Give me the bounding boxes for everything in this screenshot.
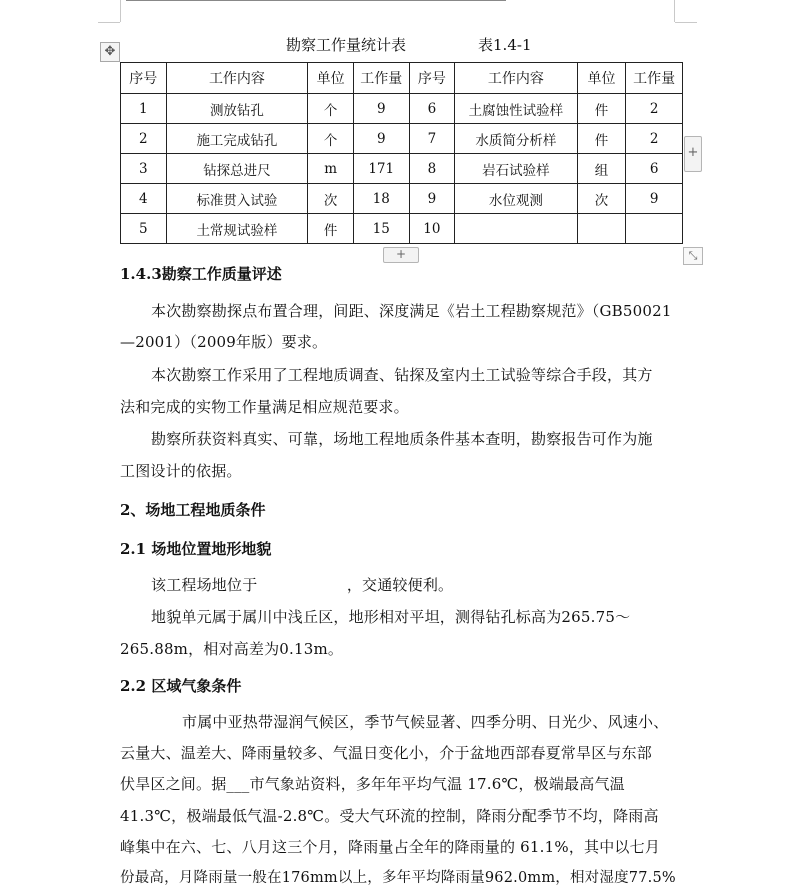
paragraph-line: —2001）（2009年版）要求。: [120, 333, 328, 351]
table-cell: 171: [353, 154, 409, 184]
table-cell: 8: [409, 154, 455, 184]
header-cell: 工作内容: [166, 63, 308, 94]
table-cell: 次: [577, 184, 626, 214]
table-cell: 次: [308, 184, 354, 214]
table-cell: 件: [577, 94, 626, 124]
header-cell: 工作量: [626, 63, 683, 94]
table-cell: 9: [626, 184, 683, 214]
table-cell: 3: [121, 154, 167, 184]
section-heading-2-1: 2.1 场地位置地形地貌: [120, 540, 272, 558]
table-cell: 7: [409, 124, 455, 154]
paragraph-line: 本次勘察勘探点布置合理，间距、深度满足《岩土工程勘察规范》（GB50021: [151, 302, 672, 320]
table-cell: 个: [308, 124, 354, 154]
workload-table: [120, 62, 683, 244]
crop-mark: [674, 0, 675, 22]
table-row: [121, 214, 683, 244]
table-cell: 件: [577, 124, 626, 154]
header-cell: 工作量: [353, 63, 409, 94]
table-number: 表1.4-1: [478, 36, 532, 54]
table-cell: 9: [353, 124, 409, 154]
paragraph-line: 伏旱区之间。据___市气象站资料，多年年平均气温 17.6℃，极端最高气温: [120, 775, 625, 793]
add-column-button[interactable]: +: [684, 136, 702, 172]
table-cell: m: [308, 154, 354, 184]
paragraph-line: 265.88m，相对高差为0.13m。: [120, 640, 344, 658]
table-cell: 5: [121, 214, 167, 244]
table-row: [121, 154, 683, 184]
crop-mark: [120, 0, 121, 22]
table-cell: 6: [409, 94, 455, 124]
table-cell: 钻探总进尺: [166, 154, 308, 184]
section-heading-2: 2、场地工程地质条件: [120, 501, 266, 519]
paragraph-line: 份最高，月降雨量一般在176mm以上，多年平均降雨量962.0mm，相对湿度77.5%: [120, 870, 676, 886]
header-cell: 单位: [308, 63, 354, 94]
page-top-rule: [126, 0, 506, 1]
header-cell: 序号: [121, 63, 167, 94]
paragraph-line: 峰集中在六、七、八月这三个月，降雨量占全年的降雨量的 61.1%，其中以七月: [120, 838, 661, 856]
table-row: [121, 184, 683, 214]
paragraph-line: 云量大、温差大、降雨量较多、气温日变化小，介于盆地西部春夏常旱区与东部: [120, 744, 653, 762]
table-cell: 件: [308, 214, 354, 244]
table-resize-handle-icon[interactable]: ⤡: [683, 247, 703, 265]
table-cell: 18: [353, 184, 409, 214]
table-cell: [577, 214, 626, 244]
table-move-handle-icon[interactable]: ✥: [100, 42, 120, 62]
header-cell: 单位: [577, 63, 626, 94]
table-cell: 水位观测: [455, 184, 578, 214]
table-cell: 10: [409, 214, 455, 244]
table-cell: 组: [577, 154, 626, 184]
table-row: [121, 124, 683, 154]
table-cell: 土常规试验样: [166, 214, 308, 244]
table-header-row: [121, 63, 683, 94]
table-cell: 标准贯入试验: [166, 184, 308, 214]
table-row: [121, 94, 683, 124]
table-cell: 15: [353, 214, 409, 244]
table-cell: 测放钻孔: [166, 94, 308, 124]
paragraph-line: 该工程场地位于 ，交通较便利。: [151, 576, 454, 594]
table-cell: 个: [308, 94, 354, 124]
header-cell: 工作内容: [455, 63, 578, 94]
table-cell: [626, 214, 683, 244]
table-cell: 施工完成钻孔: [166, 124, 308, 154]
table-cell: 2: [121, 124, 167, 154]
paragraph-line: 工图设计的依据。: [120, 462, 242, 480]
section-heading-1-4-3: 1.4.3勘察工作质量评述: [120, 265, 282, 283]
paragraph-line: 本次勘察工作采用了工程地质调查、钻探及室内土工试验等综合手段，其方: [151, 366, 653, 384]
paragraph-line: 地貌单元属于属川中浅丘区，地形相对平坦，测得钻孔标高为265.75～: [151, 608, 631, 626]
crop-mark: [98, 22, 120, 23]
crop-mark: [675, 22, 697, 23]
table-caption: [286, 34, 531, 55]
table-cell: 岩石试验样: [455, 154, 578, 184]
table-cell: 9: [353, 94, 409, 124]
section-heading-2-2: 2.2 区域气象条件: [120, 677, 242, 695]
table-cell: 1: [121, 94, 167, 124]
paragraph-line: 法和完成的实物工作量满足相应规范要求。: [120, 398, 409, 416]
add-row-button[interactable]: +: [383, 247, 419, 263]
table-title: 勘察工作量统计表: [286, 36, 407, 54]
table-cell: 土腐蚀性试验样: [455, 94, 578, 124]
table-cell: 4: [121, 184, 167, 214]
paragraph-line: 41.3℃，极端最低气温-2.8℃。受大气环流的控制，降雨分配季节不均，降雨高: [120, 807, 659, 825]
paragraph-line: 勘察所获资料真实、可靠，场地工程地质条件基本查明，勘察报告可作为施: [151, 430, 653, 448]
table-cell: 2: [626, 94, 683, 124]
paragraph-line: 市属中亚热带湿润气候区，季节气候显著、四季分明、日光少、风速小、: [182, 713, 669, 731]
header-cell: 序号: [409, 63, 455, 94]
table-cell: 6: [626, 154, 683, 184]
table-cell: 水质简分析样: [455, 124, 578, 154]
table-cell: [455, 214, 578, 244]
table-cell: 9: [409, 184, 455, 214]
table-cell: 2: [626, 124, 683, 154]
